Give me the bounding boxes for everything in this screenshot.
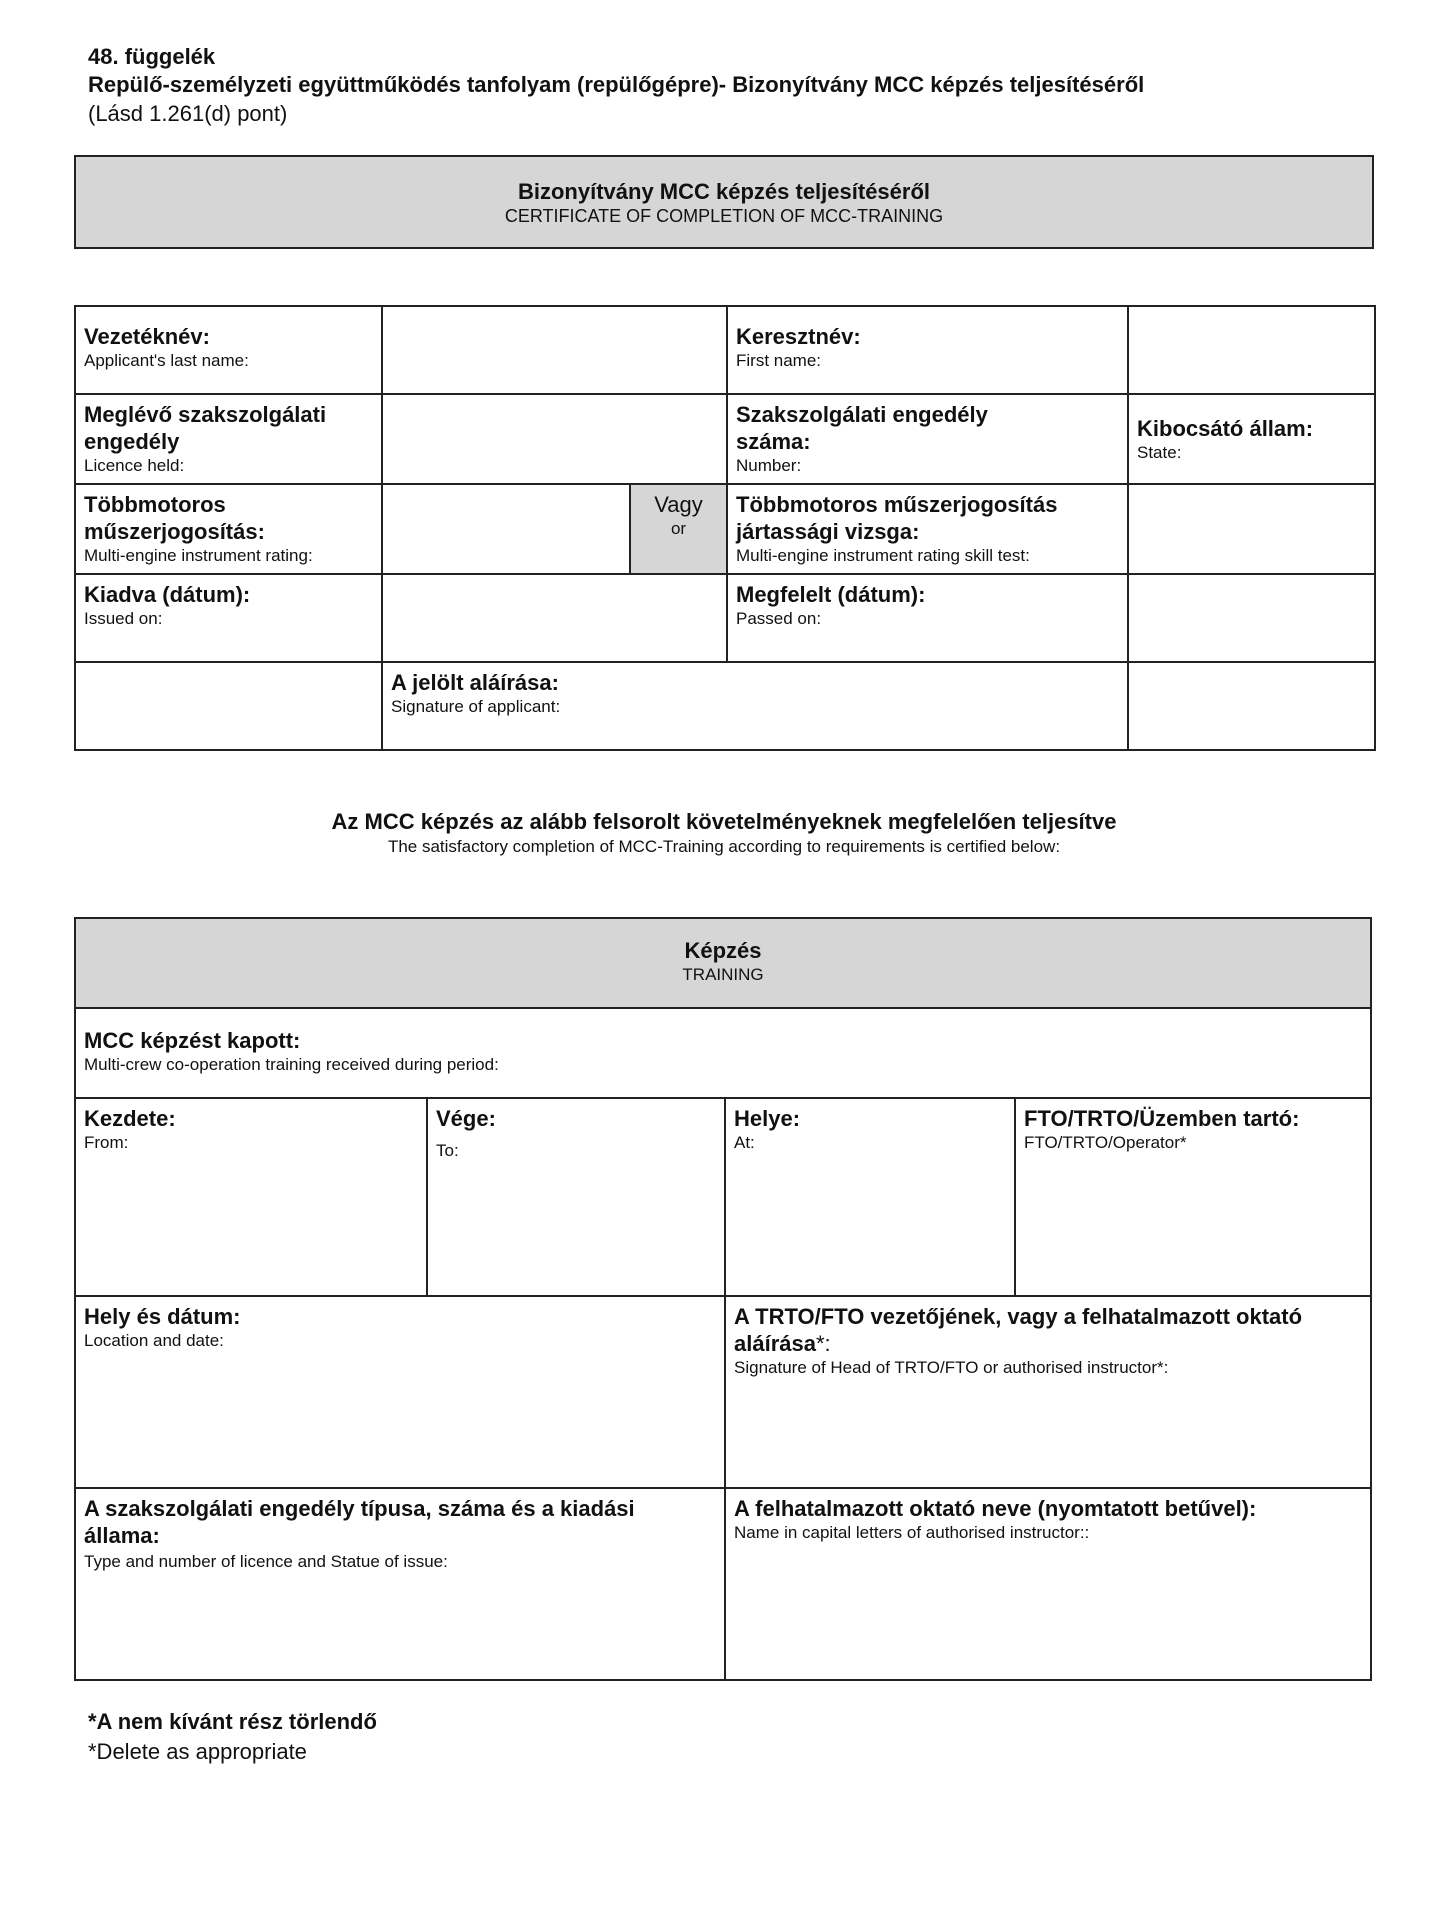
head-signature-field[interactable] xyxy=(725,1296,1371,1488)
head-signature-label-hu xyxy=(734,1303,1362,1357)
training-table xyxy=(74,917,1372,1681)
from-label-en: From: xyxy=(84,1133,129,1152)
or-label-en: or xyxy=(670,519,687,538)
certificate-banner xyxy=(74,155,1374,249)
form-title: Repülő-személyzeti együttműködés tanfolyam (repülőgépre)- Bizonyítvány MCC képzés teljesítéséről xyxy=(88,72,1145,97)
instructor-name-label-hu: A felhatalmazott oktató neve (nyomtatott betűvel): xyxy=(734,1496,1257,1521)
signature-label-en: Signature of applicant: xyxy=(391,697,561,716)
certification-statement-en: The satisfactory completion of MCC-Training according to requirements is certified below: xyxy=(387,837,1061,856)
certificate-title-en: CERTIFICATE OF COMPLETION OF MCC-TRAINING xyxy=(504,206,944,226)
passed-on-field[interactable] xyxy=(1128,574,1375,662)
certification-statement-hu: Az MCC képzés az alább felsorolt követelményeknek megfelelően teljesítve xyxy=(331,809,1117,834)
paragraph-reference: (Lásd 1.261(d) pont) xyxy=(88,101,288,126)
location-date-label-hu: Hely és dátum: xyxy=(84,1304,241,1329)
state-label-en: State: xyxy=(1137,443,1182,462)
licence-held-field[interactable] xyxy=(382,394,727,484)
signature-extra-cell xyxy=(1128,662,1375,750)
training-received-label-en: Multi-crew co-operation training received during period: xyxy=(84,1055,499,1074)
last-name-label xyxy=(75,306,382,394)
training-received-row xyxy=(75,1008,1371,1098)
me-ir-skill-test-label-hu: Többmotoros műszerjogosítás jártassági vizsga: xyxy=(736,492,1058,544)
head-signature-label-en: Signature of Head of TRTO/FTO or authorised instructor*: xyxy=(734,1358,1169,1377)
training-received-label-hu: MCC képzést kapott: xyxy=(84,1028,301,1053)
at-label-hu: Helye: xyxy=(734,1106,801,1131)
me-ir-skill-test-label xyxy=(727,484,1128,574)
last-name-field[interactable] xyxy=(382,306,727,394)
licence-number-label-en: Number: xyxy=(736,456,802,475)
or-label-hu: Vagy xyxy=(654,492,703,517)
licence-held-label-hu: Meglévő szakszolgálati engedély xyxy=(84,402,327,454)
me-ir-field[interactable] xyxy=(382,484,630,574)
applicant-signature-field[interactable] xyxy=(382,662,1128,750)
me-ir-skill-test-label-en: Multi-engine instrument rating skill test: xyxy=(736,546,1030,565)
last-name-label-hu: Vezetéknév: xyxy=(84,324,210,349)
location-date-label-en: Location and date: xyxy=(84,1331,224,1350)
from-label-hu: Kezdete: xyxy=(84,1106,176,1131)
first-name-field[interactable] xyxy=(1128,306,1375,394)
instructor-name-field[interactable] xyxy=(725,1488,1371,1680)
training-banner-hu: Képzés xyxy=(684,938,762,963)
licence-type-label-en: Type and number of licence and Statue of issue: xyxy=(84,1552,448,1571)
certificate-title-hu: Bizonyítvány MCC képzés teljesítéséről xyxy=(517,179,931,204)
or-box xyxy=(630,484,727,574)
me-ir-label xyxy=(75,484,382,574)
certification-statement xyxy=(74,808,1374,858)
to-label-en: To: xyxy=(436,1141,459,1160)
at-field[interactable] xyxy=(725,1098,1015,1296)
licence-held-label-en: Licence held: xyxy=(84,456,185,475)
licence-type-label-hu: A szakszolgálati engedély típusa, száma és a kiadási állama: xyxy=(84,1496,635,1548)
licence-type-field[interactable] xyxy=(75,1488,725,1680)
location-date-field[interactable] xyxy=(75,1296,725,1488)
to-label-hu: Vége: xyxy=(436,1106,496,1131)
me-ir-label-en: Multi-engine instrument rating: xyxy=(84,546,313,565)
operator-field[interactable] xyxy=(1015,1098,1371,1296)
instructor-name-label-en: Name in capital letters of authorised instructor:: xyxy=(734,1523,1090,1542)
me-ir-label-hu: Többmotoros műszerjogosítás: xyxy=(84,492,265,544)
issued-on-label-en: Issued on: xyxy=(84,609,163,628)
passed-on-label-en: Passed on: xyxy=(736,609,822,628)
licence-held-label xyxy=(75,394,382,484)
signature-blank-cell xyxy=(75,662,382,750)
passed-on-label xyxy=(727,574,1128,662)
me-ir-skill-test-field[interactable] xyxy=(1128,484,1375,574)
head-signature-label-text: A TRTO/FTO vezetőjének, vagy a felhatalmazott oktató aláírása xyxy=(734,1304,1303,1356)
applicant-table xyxy=(74,305,1376,751)
state-label-hu: Kibocsátó állam: xyxy=(1137,416,1314,441)
first-name-label-en: First name: xyxy=(736,351,822,370)
first-name-label-hu: Keresztnév: xyxy=(736,324,861,349)
signature-label-hu: A jelölt aláírása: xyxy=(391,670,559,695)
issued-on-field[interactable] xyxy=(382,574,727,662)
issued-on-label xyxy=(75,574,382,662)
head-signature-asterisk: *: xyxy=(815,1331,831,1356)
operator-label-hu: FTO/TRTO/Üzemben tartó: xyxy=(1024,1106,1300,1131)
operator-label-en: FTO/TRTO/Operator* xyxy=(1024,1133,1187,1152)
state-field[interactable] xyxy=(1128,394,1375,484)
first-name-label xyxy=(727,306,1128,394)
issued-on-label-hu: Kiadva (dátum): xyxy=(84,582,251,607)
training-banner xyxy=(75,918,1371,1008)
from-field[interactable] xyxy=(75,1098,427,1296)
training-banner-en: TRAINING xyxy=(682,965,764,984)
appendix-number: 48. függelék xyxy=(88,44,216,69)
licence-number-label-hu: Szakszolgálati engedély száma: xyxy=(736,402,988,454)
passed-on-label-hu: Megfelelt (dátum): xyxy=(736,582,926,607)
last-name-label-en: Applicant's last name: xyxy=(84,351,249,370)
at-label-en: At: xyxy=(734,1133,755,1152)
licence-number-label xyxy=(727,394,1128,484)
to-field[interactable] xyxy=(427,1098,725,1296)
footnote-hu: *A nem kívánt rész törlendő xyxy=(88,1709,377,1734)
footnote-en: *Delete as appropriate xyxy=(88,1739,307,1764)
